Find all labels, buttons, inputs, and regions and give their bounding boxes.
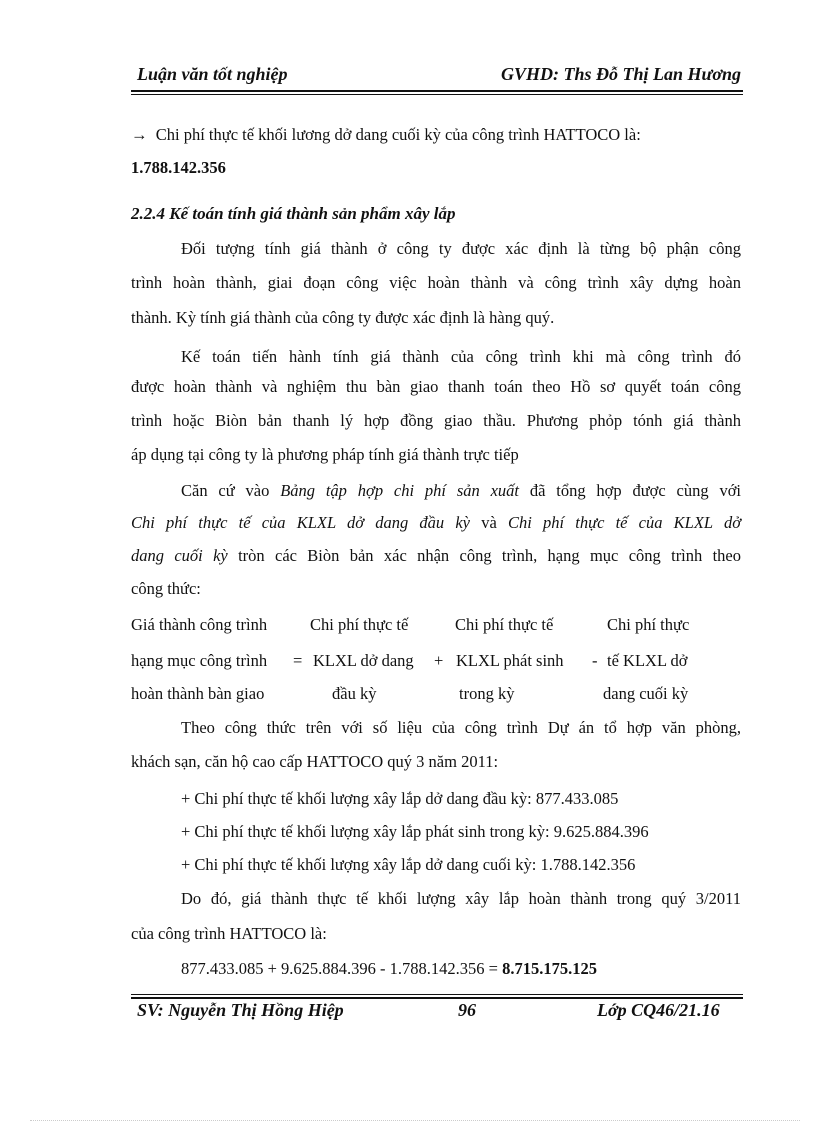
footer-student: SV: Nguyễn Thị Hồng Hiệp — [137, 1000, 344, 1020]
paragraph-line: khách sạn, căn hộ cao cấp HATTOCO quý 3 năm 2011: — [131, 752, 499, 771]
result-expression: 877.433.085 + 9.625.884.396 - 1.788.142.356 = — [181, 959, 498, 978]
paragraph-line: Căn cứ vào Bảng tập hợp chi phí sản xuất đã tổng hợp được cùng với — [181, 481, 742, 500]
result-line — [181, 959, 597, 979]
paragraph-line: Chi phí thực tế của KLXL dở dang đầu kỳ và Chi phí thực tế của KLXL dở — [131, 513, 742, 532]
paragraph-line: Theo công thức trên với số liệu của công trình Dự án tổ hợp văn phòng, — [181, 718, 741, 737]
paragraph-line: trình hoặc Biòn bản thanh lý hợp đồng giao thầu. Phương phỏp tónh giá thành — [131, 411, 741, 430]
page-number: 96 — [458, 1000, 476, 1020]
paragraph-line: được hoàn thành và nghiệm thu bàn giao thanh toán theo Hồ sơ quyết toán công — [131, 377, 741, 396]
paragraph-line: trình hoàn thành, giai đoạn công việc hoàn thành và công trình xây dựng hoàn — [131, 273, 741, 292]
paragraph-line: Do đó, giá thành thực tế khối lượng xây lắp hoàn thành trong quý 3/2011 — [181, 889, 741, 908]
list-item: + Chi phí thực tế khối lượng xây lắp dở dang đầu kỳ: 877.433.085 — [181, 789, 619, 808]
paragraph-line: thành. Kỳ tính giá thành của công ty được xác định là hàng quý. — [131, 308, 555, 327]
header-rule — [131, 90, 743, 92]
text-line: → Chi phí thực tế khối lương dở dang cuối kỳ của công trình HATTOCO là: — [131, 125, 641, 144]
result-value: 8.715.175.125 — [502, 959, 597, 978]
paragraph-line: dang cuối kỳ tròn các Biòn bản xác nhận công trình, hạng mục công trình theo — [131, 546, 742, 565]
footer-rule-thin — [131, 994, 743, 995]
list-item: + Chi phí thực tế khối lượng xây lắp dở dang cuối kỳ: 1.788.142.356 — [181, 855, 636, 874]
list-item: + Chi phí thực tế khối lượng xây lắp phát sinh trong kỳ: 9.625.884.396 — [181, 822, 649, 841]
paragraph-line: công thức: — [131, 579, 201, 598]
header-supervisor: GVHD: Ths Đỗ Thị Lan Hương — [501, 64, 741, 84]
header-rule-thin — [131, 94, 743, 95]
header-thesis-title: Luận văn tốt nghiệp — [137, 64, 288, 84]
paragraph-line: Đối tượng tính giá thành ở công ty được xác định là từng bộ phận công — [181, 239, 741, 258]
amount-value: 1.788.142.356 — [131, 158, 226, 177]
paragraph-line: của công trình HATTOCO là: — [131, 924, 327, 943]
page-header — [131, 62, 743, 90]
page-bottom-divider — [30, 1120, 800, 1121]
footer-class: Lớp CQ46/21.16 — [597, 1000, 720, 1020]
paragraph-line: áp dụng tại công ty là phương pháp tính giá thành trực tiếp — [131, 445, 519, 464]
footer-rule — [131, 997, 743, 999]
paragraph-line: Kế toán tiến hành tính giá thành của công trình khi mà công trình đó — [181, 347, 741, 366]
arrow-icon: → — [131, 125, 148, 144]
section-heading: 2.2.4 Kế toán tính giá thành sản phẩm xây lắp — [131, 204, 456, 223]
